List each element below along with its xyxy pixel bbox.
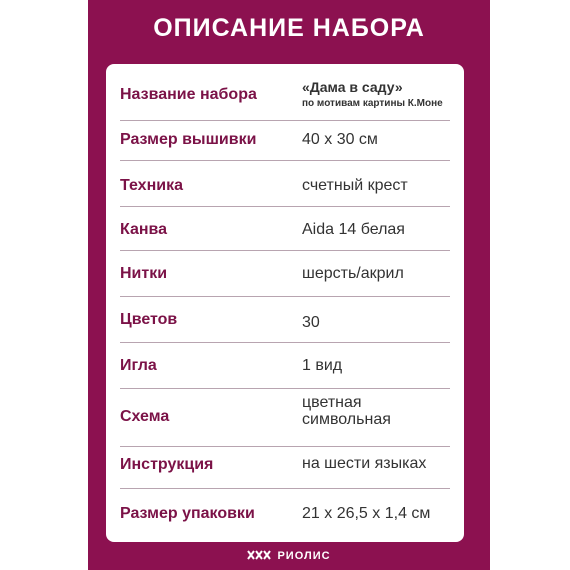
- divider: [120, 160, 450, 161]
- row-threads: [106, 254, 464, 294]
- row-label: Игла: [120, 357, 157, 374]
- row-set-name: [106, 70, 464, 110]
- row-value: «Дама в саду»: [302, 79, 403, 95]
- row-value: Aida 14 белая: [302, 221, 405, 238]
- row-value: цветная: [302, 394, 362, 411]
- row-value: 30: [302, 314, 320, 331]
- row-colors: [106, 300, 464, 340]
- divider: [120, 250, 450, 251]
- row-scheme: [106, 392, 464, 446]
- brand-footer: [88, 546, 490, 566]
- divider: [120, 488, 450, 489]
- row-label: Цветов: [120, 311, 178, 328]
- row-value: 40 x 30 см: [302, 131, 378, 148]
- divider: [120, 296, 450, 297]
- row-needle: [106, 346, 464, 386]
- row-label: Схема: [120, 408, 170, 425]
- divider: [120, 388, 450, 389]
- row-value: 21 x 26,5 x 1,4 см: [302, 505, 431, 522]
- row-value: 1 вид: [302, 357, 343, 374]
- row-package-size: [106, 494, 464, 534]
- row-label: Нитки: [120, 265, 168, 282]
- row-value: на шести языках: [302, 455, 427, 472]
- row-label: Канва: [120, 221, 168, 238]
- row-instruction: [106, 446, 464, 486]
- row-canvas: [106, 210, 464, 250]
- row-label: Название набора: [120, 86, 257, 103]
- row-label: Техника: [120, 177, 183, 194]
- row-label: Инструкция: [120, 456, 214, 473]
- page-title: ОПИСАНИЕ НАБОРА: [153, 14, 425, 42]
- row-value-sub: по мотивам картины К.Моне: [302, 98, 443, 109]
- row-value-line2: символьная: [302, 411, 391, 428]
- row-embroidery-size: [106, 120, 464, 160]
- brand-name: РИОЛИС: [277, 550, 331, 562]
- row-label: Размер вышивки: [120, 131, 257, 148]
- row-label: Размер упаковки: [120, 505, 255, 522]
- divider: [120, 206, 450, 207]
- description-card: [106, 64, 464, 542]
- row-value: счетный крест: [302, 177, 408, 194]
- xxx-logo-icon: [247, 550, 271, 563]
- row-value: шерсть/акрил: [302, 265, 404, 282]
- row-technique: [106, 166, 464, 206]
- divider: [120, 342, 450, 343]
